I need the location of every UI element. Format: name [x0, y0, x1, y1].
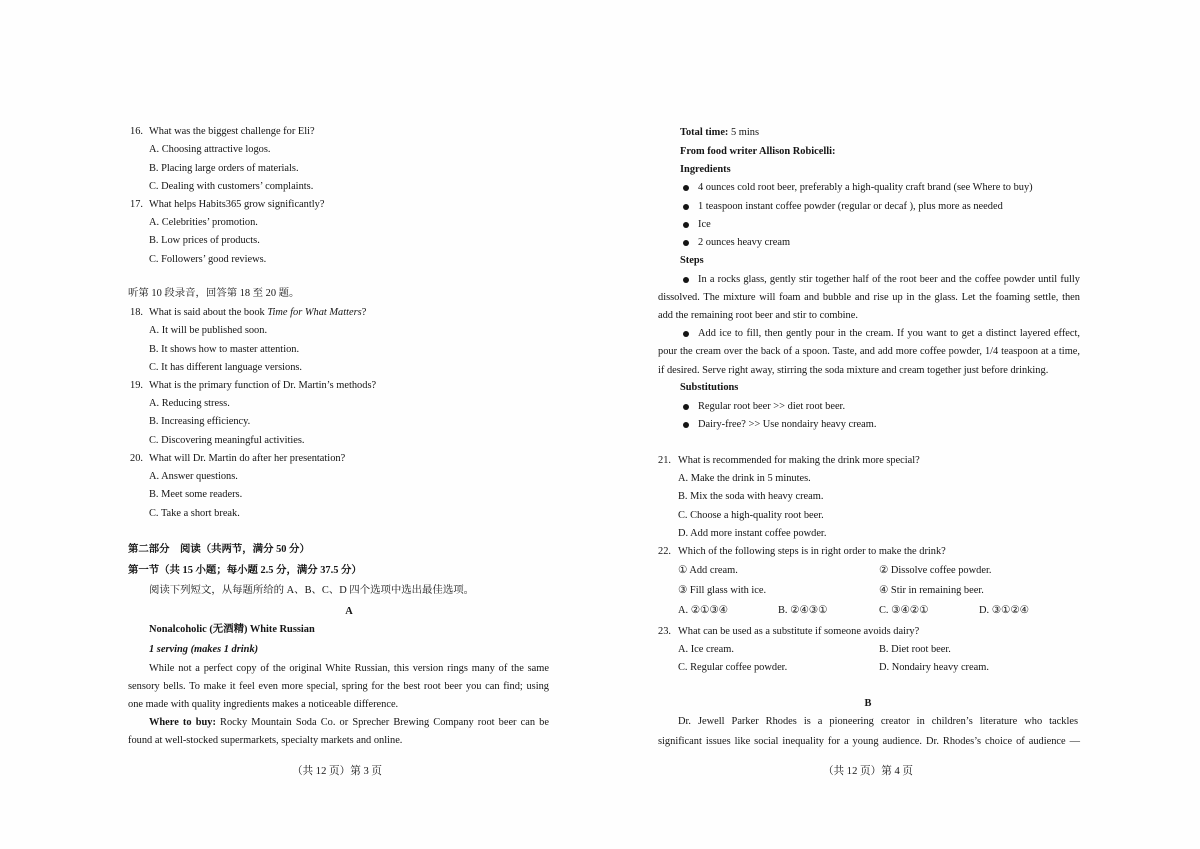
- step-line: pour the cream over the back of a spoon. Taste, and add more coffee powder, 1/4 teaspoon at a time,: [658, 346, 1080, 357]
- option-c: C. ③④②①: [879, 605, 929, 616]
- bullet-icon: [683, 185, 689, 191]
- question-text: What was the biggest challenge for Eli?: [149, 126, 315, 137]
- option-b: B. Diet root beer.: [879, 644, 951, 655]
- total-time: [680, 126, 759, 139]
- option-c: C. Choose a high-quality root beer.: [678, 510, 824, 521]
- question-text: What helps Habits365 grow significantly?: [149, 199, 325, 210]
- total-time-label: Total time:: [680, 127, 729, 138]
- ingredient-item: 2 ounces heavy cream: [698, 237, 791, 248]
- question-number: 16.: [130, 126, 143, 137]
- option-c: C. Discovering meaningful activities.: [149, 435, 305, 446]
- option-b: B. ②④③①: [778, 605, 828, 616]
- question-17: [130, 198, 324, 211]
- question-text: Which of the following steps is in right order to make the drink?: [678, 546, 946, 557]
- option-a: A. Answer questions.: [149, 471, 238, 482]
- passage-line: significant issues like social inequality for a young audience. Dr. Rhodes’s choice of audience —: [658, 736, 1080, 747]
- serving-info: 1 serving (makes 1 drink): [149, 644, 259, 655]
- question-number: 19.: [130, 380, 143, 391]
- step-choice-2: ② Dissolve coffee powder.: [879, 565, 992, 576]
- bullet-icon: [683, 422, 689, 428]
- question-number: 18.: [130, 307, 143, 318]
- page-footer: （共 12 页）第 3 页: [291, 766, 383, 777]
- question-number: 21.: [658, 455, 671, 466]
- option-d: D. ③①②④: [979, 605, 1029, 616]
- listening-instruction: 听第 10 段录音，回答第 18 至 20 题。: [128, 288, 300, 299]
- substitution-item: Regular root beer >> diet root beer.: [698, 401, 846, 412]
- option-d: D. Nondairy heavy cream.: [879, 662, 989, 673]
- where-to-buy-label: Where to buy:: [149, 717, 216, 728]
- bullet-icon: [683, 404, 689, 410]
- option-b: B. It shows how to master attention.: [149, 344, 300, 355]
- option-b: B. Placing large orders of materials.: [149, 163, 299, 174]
- step-line: dissolved. The mixture will foam and bubble and rise up in the glass. Let the foaming settle, then: [658, 292, 1080, 303]
- substitution-item: Dairy-free? >> Use nondairy heavy cream.: [698, 419, 877, 430]
- option-a: A. It will be published soon.: [149, 325, 268, 336]
- option-a: A. Celebrities’ promotion.: [149, 217, 258, 228]
- steps-heading: Steps: [680, 255, 704, 266]
- intro-line: one made with quality ingredients makes a noticeable difference.: [128, 699, 399, 710]
- question-16: [130, 125, 315, 138]
- question-19: [130, 379, 376, 392]
- page-footer: （共 12 页）第 4 页: [822, 766, 914, 777]
- where-to-buy-text: Rocky Mountain Soda Co. or Sprecher Brewing Company root beer can be: [220, 717, 549, 728]
- step-line: Add ice to fill, then gently pour in the cream. If you want to get a distinct layered effect,: [698, 328, 1080, 339]
- question-text: What can be used as a substitute if someone avoids dairy?: [678, 626, 920, 637]
- question-21: [658, 454, 920, 467]
- page-right: [600, 0, 1200, 849]
- substitutions-heading: Substitutions: [680, 382, 739, 393]
- option-c: C. It has different language versions.: [149, 362, 303, 373]
- question-number: 22.: [658, 546, 671, 557]
- question-22: [658, 545, 946, 558]
- option-b: B. Mix the soda with heavy cream.: [678, 491, 824, 502]
- ingredients-heading: Ingredients: [680, 164, 731, 175]
- step-choice-4: ④ Stir in remaining beer.: [879, 585, 984, 596]
- question-text: What is the primary function of Dr. Martin’s methods?: [149, 380, 377, 391]
- question-23: [658, 625, 919, 638]
- total-time-value: 5 mins: [731, 127, 760, 138]
- book-title: Time for What Matters: [267, 307, 362, 318]
- bullet-icon: [683, 222, 689, 228]
- question-text: What is said about the book: [149, 307, 268, 318]
- section-heading: 第一节（共 15 小题；每小题 2.5 分，满分 37.5 分）: [128, 565, 362, 576]
- option-b: B. Meet some readers.: [149, 489, 243, 500]
- part-heading: 第二部分 阅读（共两节，满分 50 分）: [128, 544, 310, 555]
- passage-label: A: [345, 606, 353, 617]
- intro-line: While not a perfect copy of the original White Russian, this version rings many of the same: [149, 663, 549, 674]
- question-18: [130, 306, 366, 319]
- reading-instruction: 阅读下列短文，从每题所给的 A、B、C、D 四个选项中选出最佳选项。: [149, 585, 474, 596]
- step-choice-1: ① Add cream.: [678, 565, 738, 576]
- question-number: 20.: [130, 453, 143, 464]
- ingredient-item: 4 ounces cold root beer, preferably a high-quality craft brand (see Where to buy): [698, 182, 1033, 193]
- option-c: C. Dealing with customers’ complaints.: [149, 181, 314, 192]
- option-d: D. Add more instant coffee powder.: [678, 528, 827, 539]
- option-a: A. ②①③④: [678, 605, 728, 616]
- option-a: A. Ice cream.: [678, 644, 734, 655]
- question-number: 17.: [130, 199, 143, 210]
- question-text-end: ?: [361, 307, 367, 318]
- recipe-title: Nonalcoholic (无酒精) White Russian: [149, 624, 315, 635]
- ingredient-item: Ice: [698, 219, 711, 230]
- intro-line: sensory bells. To make it feel even more special, spring for the best root beer you can find; using: [128, 681, 549, 692]
- option-c: C. Followers’ good reviews.: [149, 254, 267, 265]
- bullet-icon: [683, 240, 689, 246]
- step-line: In a rocks glass, gently stir together half of the root beer and the coffee powder until fully: [698, 274, 1080, 285]
- bullet-icon: [683, 204, 689, 210]
- where-to-buy-line: found at well-stocked supermarkets, specialty markets and online.: [128, 735, 403, 746]
- option-a: A. Reducing stress.: [149, 398, 230, 409]
- option-b: B. Increasing efficiency.: [149, 416, 251, 427]
- question-number: 23.: [658, 626, 671, 637]
- where-to-buy-line: [149, 716, 549, 729]
- option-c: C. Regular coffee powder.: [678, 662, 788, 673]
- bullet-icon: [683, 277, 689, 283]
- option-a: A. Choosing attractive logos.: [149, 144, 271, 155]
- passage-label: B: [864, 698, 872, 709]
- ingredient-item: 1 teaspoon instant coffee powder (regular or decaf ), plus more as needed: [698, 201, 1003, 212]
- question-text: What is recommended for making the drink more special?: [678, 455, 920, 466]
- passage-line: Dr. Jewell Parker Rhodes is a pioneering creator in children’s literature who tackles: [678, 716, 1078, 727]
- question-20: [130, 452, 345, 465]
- option-a: A. Make the drink in 5 minutes.: [678, 473, 811, 484]
- option-b: B. Low prices of products.: [149, 235, 260, 246]
- bullet-icon: [683, 331, 689, 337]
- recipe-author: From food writer Allison Robicelli:: [680, 146, 836, 157]
- step-line: add the remaining root beer and stir to combine.: [658, 310, 858, 321]
- question-text: What will Dr. Martin do after her presentation?: [149, 453, 346, 464]
- step-choice-3: ③ Fill glass with ice.: [678, 585, 767, 596]
- option-c: C. Take a short break.: [149, 508, 240, 519]
- step-line: if desired. Serve right away, stirring the soda mixture and cream together just before drinking.: [658, 365, 1049, 376]
